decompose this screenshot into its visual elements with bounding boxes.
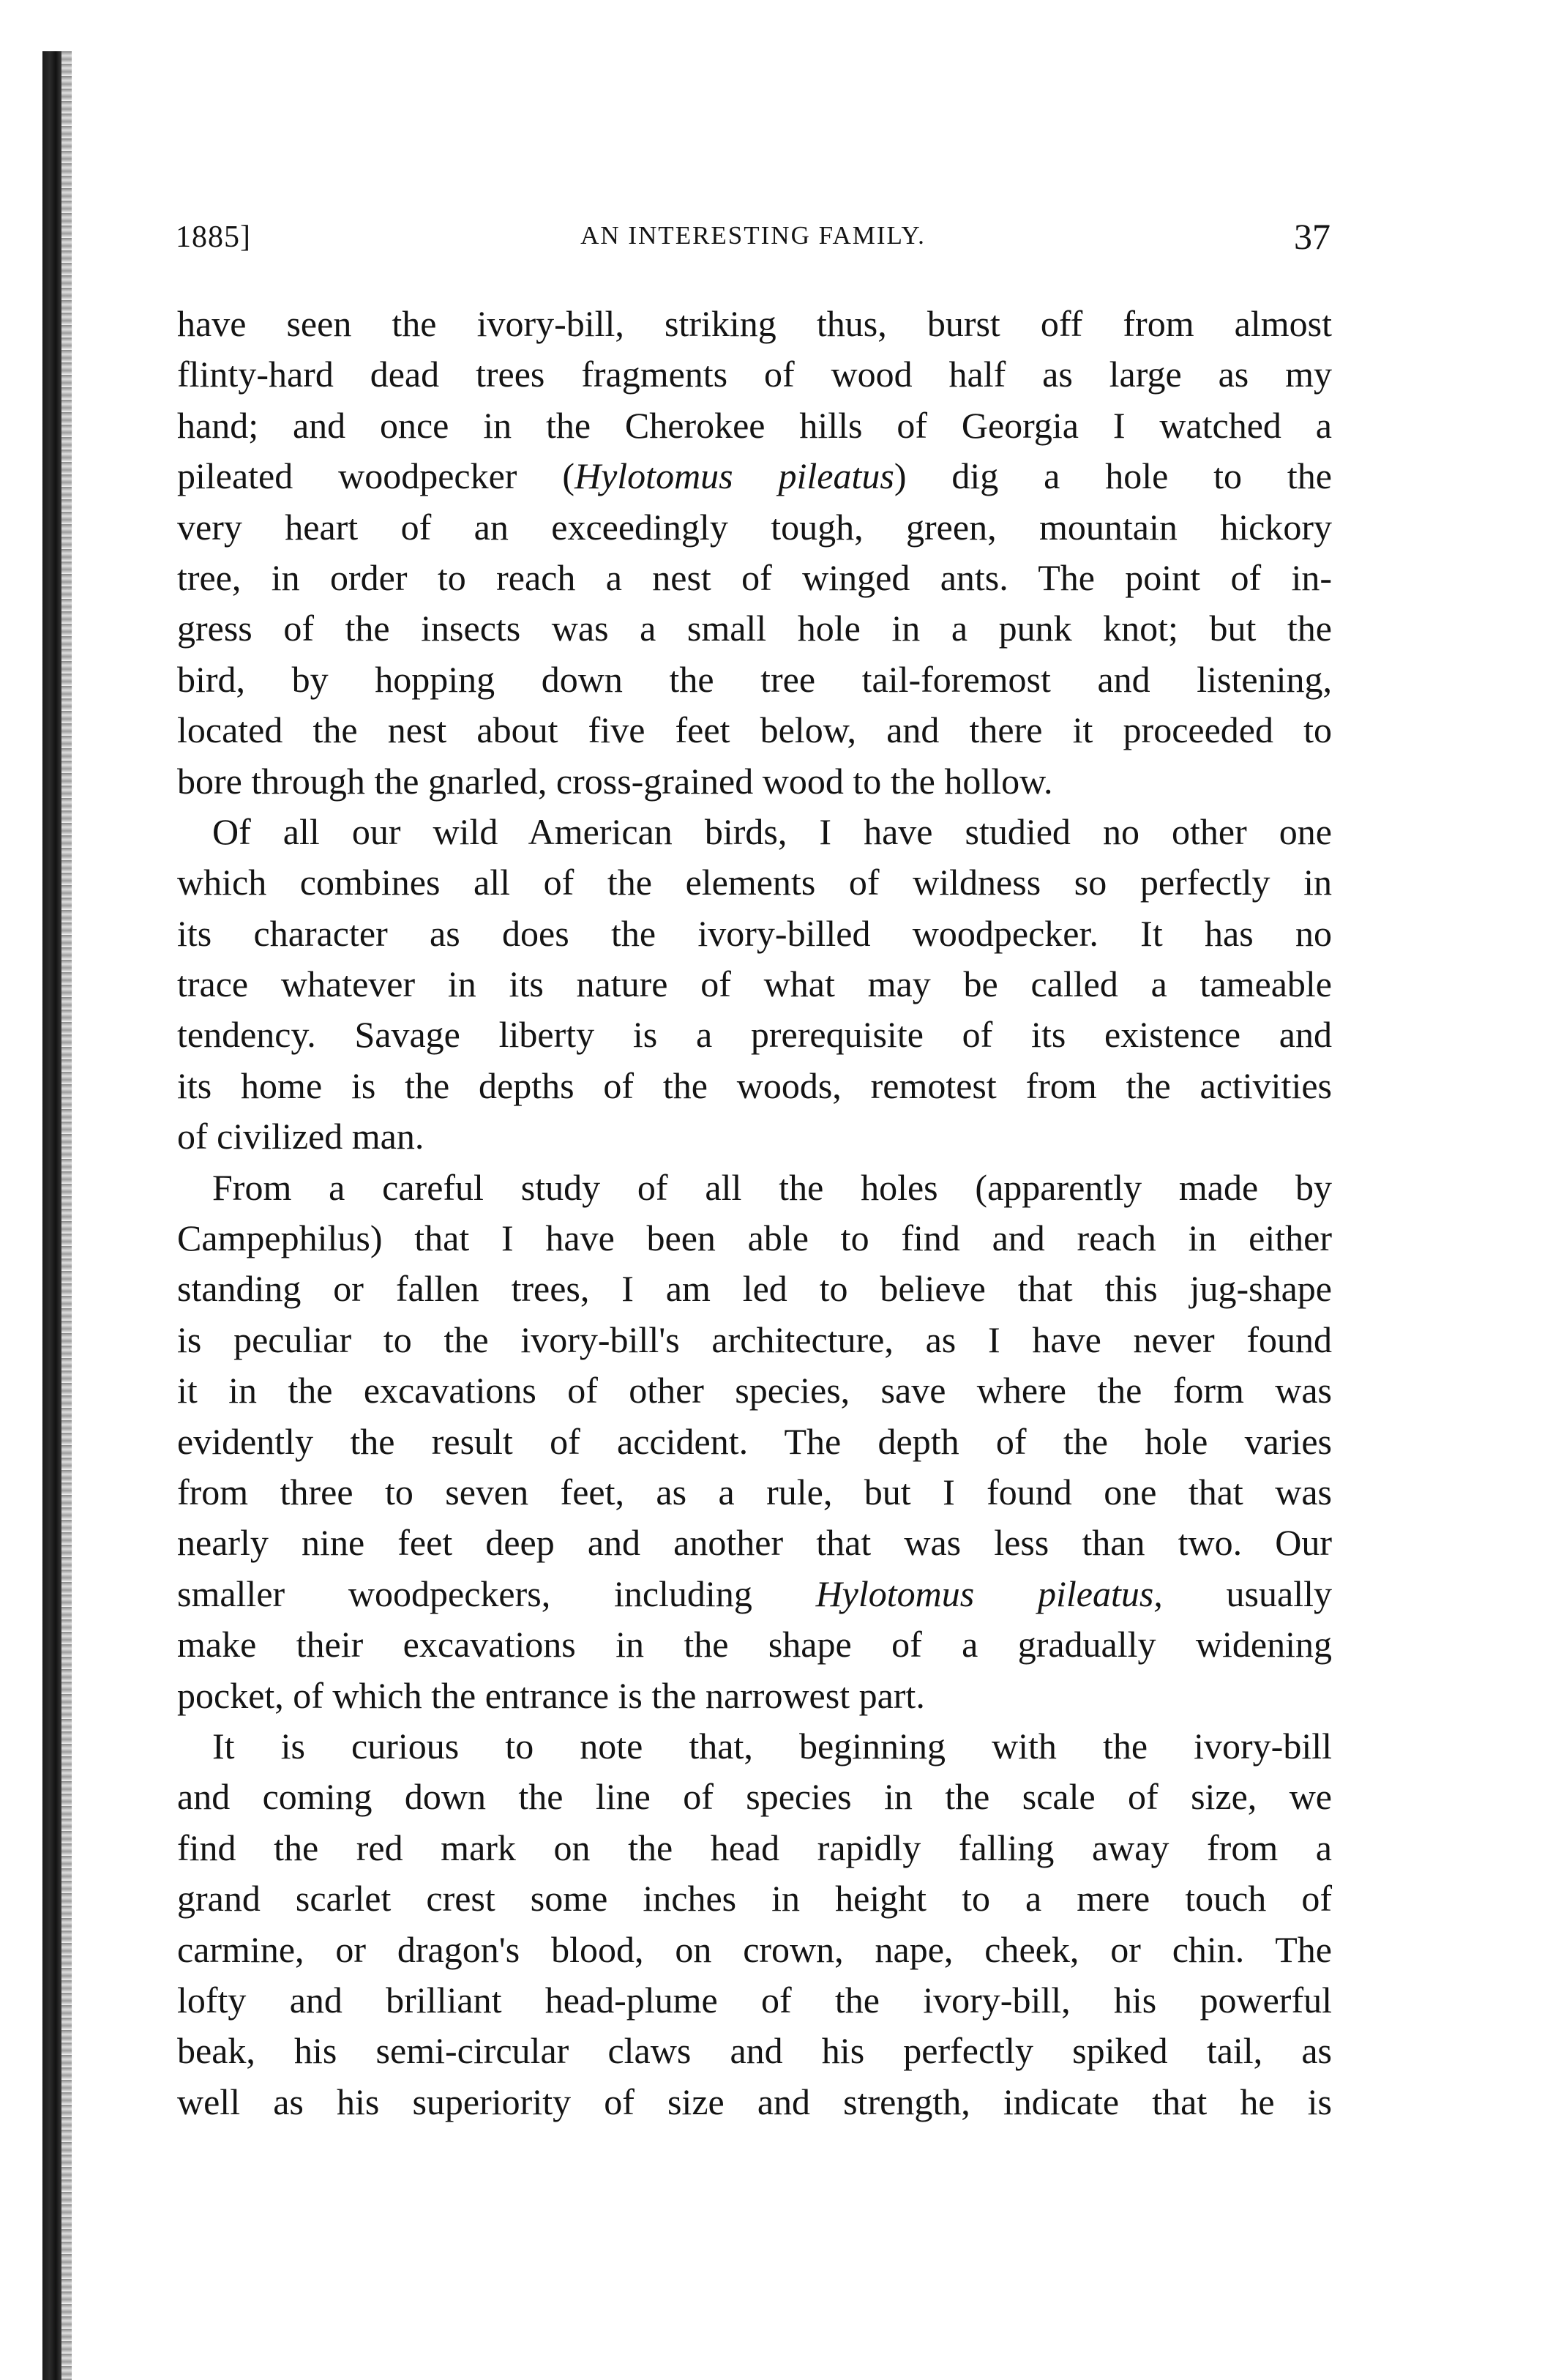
- text-line: evidently the result of accident. The depth of the hole varies: [177, 1420, 1332, 1462]
- running-head: [176, 216, 1330, 266]
- text-line: pileated woodpecker (Hylotomus pileatus) dig a hole to the: [177, 455, 1332, 497]
- text-line: its character as does the ivory-billed woodpecker. It has no: [177, 912, 1332, 954]
- text-line: trace whatever in its nature of what may be called a tameable: [177, 963, 1332, 1005]
- text-line: make their excavations in the shape of a gradually widening: [177, 1624, 1332, 1665]
- scanned-binding-edge: [42, 51, 61, 2380]
- page-number: 37: [1294, 216, 1330, 257]
- text-line: Campephilus) that I have been able to find and reach in either: [177, 1217, 1332, 1259]
- text-line: its home is the depths of the woods, remotest from the activities: [177, 1064, 1332, 1106]
- text-line: very heart of an exceedingly tough, green, mountain hickory: [177, 506, 1332, 548]
- text-line: smaller woodpeckers, including Hylotomus pileatus, usually: [177, 1573, 1332, 1614]
- text-line: carmine, or dragon's blood, on crown, nape, cheek, or chin. The: [177, 1928, 1332, 1970]
- text-line: well as his superiority of size and strength, indicate that he is: [177, 2081, 1332, 2122]
- text-line: nearly nine feet deep and another that was less than two. Our: [177, 1522, 1332, 1564]
- text-line: bird, by hopping down the tree tail-foremost and listening,: [177, 658, 1332, 700]
- text-line: bore through the gnarled, cross-grained wood to the hollow.: [177, 760, 1053, 802]
- text-line: lofty and brilliant head-plume of the ivory-bill, his powerful: [177, 1979, 1332, 2021]
- text-line: from three to seven feet, as a rule, but I found one that was: [177, 1471, 1332, 1512]
- text-line: tree, in order to reach a nest of winged ants. The point of in-: [177, 556, 1332, 598]
- body-text: [177, 299, 1332, 2127]
- text-line: of civilized man.: [177, 1116, 424, 1157]
- text-line: grand scarlet crest some inches in height to a mere touch of: [177, 1878, 1332, 1920]
- text-line: and coming down the line of species in the scale of size, we: [177, 1776, 1332, 1818]
- text-line: flinty-hard dead trees fragments of wood half as large as my: [177, 354, 1332, 395]
- text-line: find the red mark on the head rapidly falling away from a: [177, 1827, 1332, 1868]
- text-line: hand; and once in the Cherokee hills of Georgia I watched a: [177, 404, 1332, 446]
- text-line: Of all our wild American birds, I have studied no other one: [212, 810, 1332, 852]
- text-line: tendency. Savage liberty is a prerequisite of its existence and: [177, 1014, 1332, 1056]
- text-line: standing or fallen trees, I am led to believe that this jug-shape: [177, 1268, 1332, 1310]
- running-head-year: 1885]: [176, 220, 251, 254]
- text-line: is peculiar to the ivory-bill's architecture, as I have never found: [177, 1318, 1332, 1360]
- text-line: which combines all of the elements of wildness so perfectly in: [177, 862, 1332, 903]
- text-line: beak, his semi-circular claws and his perfectly spiked tail, as: [177, 2030, 1332, 2072]
- running-head-title: AN INTERESTING FAMILY.: [580, 221, 926, 250]
- text-line: located the nest about five feet below, and there it proceeded to: [177, 709, 1332, 751]
- species-name: Hylotomus pileatus: [574, 455, 894, 497]
- species-name: Hylotomus pileatus,: [815, 1573, 1163, 1614]
- text-line: it in the excavations of other species, save where the form was: [177, 1370, 1332, 1411]
- text-line: From a careful study of all the holes (apparently made by: [212, 1166, 1332, 1208]
- text-line: have seen the ivory-bill, striking thus, burst off from almost: [177, 303, 1332, 344]
- text-line: It is curious to note that, beginning with the ivory-bill: [212, 1725, 1332, 1767]
- text-line: pocket, of which the entrance is the narrowest part.: [177, 1674, 925, 1716]
- text-line: gress of the insects was a small hole in a punk knot; but the: [177, 608, 1332, 649]
